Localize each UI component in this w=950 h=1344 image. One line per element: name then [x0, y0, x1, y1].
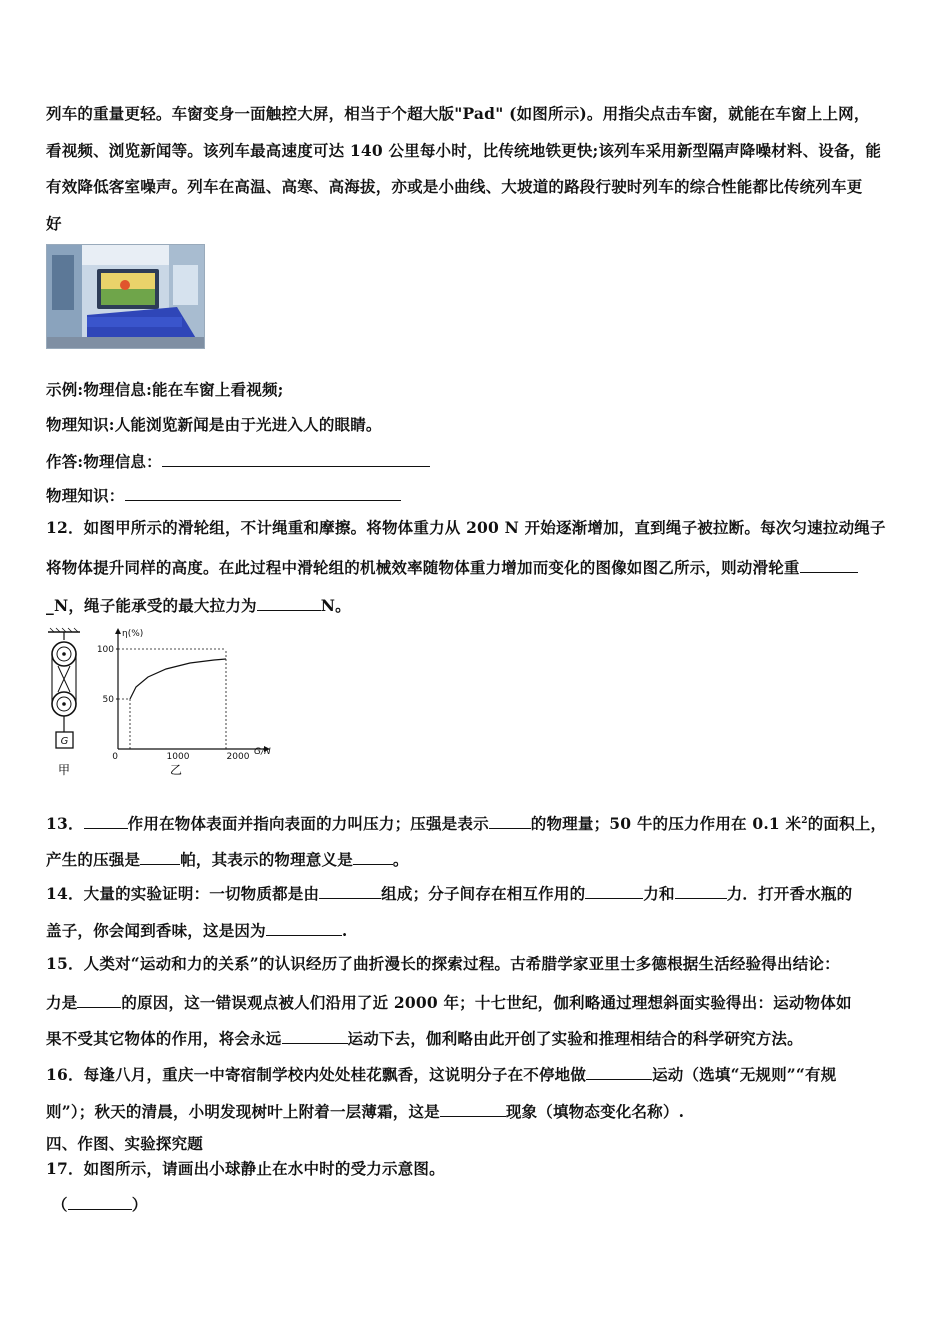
- label-yi: 乙: [169, 763, 183, 777]
- chart-y-arrow: [115, 628, 121, 634]
- q12-figure: [42, 622, 292, 782]
- q12-line-2: [46, 556, 858, 578]
- q13-line-2: [46, 848, 409, 870]
- q13-number: 13．: [46, 814, 84, 834]
- q15-blank-2[interactable]: [282, 1027, 348, 1044]
- q13-line-1: [46, 811, 886, 834]
- q14-blank-1[interactable]: [319, 882, 381, 899]
- q13-blank-1[interactable]: [84, 812, 128, 829]
- q15-text-4: 运动下去，伽利略由此开创了实验和推理相结合的科学研究方法。: [347, 1029, 803, 1048]
- q14-text-4: 力．打开香水瓶的: [726, 884, 853, 903]
- answer-info-blank[interactable]: [162, 450, 430, 467]
- x-tick-label: 1000: [166, 752, 190, 762]
- q16-text-4: 现象（填物态变化名称）.: [505, 1102, 685, 1121]
- block-label: G: [60, 736, 69, 747]
- x-tick-label: 0: [112, 752, 118, 762]
- q16-text-3: 则”）；秋天的清晨，小明发现树叶上附着一层薄霜，这是: [46, 1102, 440, 1121]
- q13-blank-4[interactable]: [353, 848, 393, 865]
- y-tick-label: 50: [102, 695, 114, 705]
- q17-blank[interactable]: [68, 1193, 132, 1210]
- q15-line-1: 15．人类对“运动和力的关系”的认识经历了曲折漫长的探索过程。古希腊学家亚里士多德根据生活经验得出结论：: [46, 954, 840, 973]
- q16-blank-2[interactable]: [440, 1100, 506, 1117]
- q13-text-5: 帕，其表示的物理意义是: [180, 850, 353, 869]
- q17-line-2: [52, 1193, 147, 1215]
- example-info: 示例:物理信息:能在车窗上看视频;: [46, 380, 284, 399]
- intro-line-1: 列车的重量更轻。车窗变身一面触控大屏，相当于个超大版"Pad" (如图所示)。用指尖点击车窗，就能在车窗上上网，: [46, 104, 870, 123]
- q14-text-2: 组成；分子间存在相互作用的: [381, 884, 586, 903]
- chart-x-label: G/N: [254, 747, 271, 757]
- q16-text-2: 运动（选填“无规则”“有规: [652, 1065, 837, 1084]
- answer-knowledge-label: 物理知识：: [46, 486, 125, 505]
- x-tick-label: 2000: [226, 752, 250, 762]
- q14-blank-3[interactable]: [675, 882, 727, 899]
- q12-blank-2[interactable]: [257, 594, 321, 611]
- q14-text-3: 力和: [643, 884, 675, 903]
- intro-line-2: 看视频、浏览新闻等。该列车最高速度可达 140 公里每小时，比传统地铁更快;该列车采用新型隔声降噪材料、设备，能: [46, 141, 882, 160]
- q12-line-1: 12．如图甲所示的滑轮组，不计绳重和摩擦。将物体重力从 200 N 开始逐渐增加，直到绳子被拉断。每次匀速拉动绳子: [46, 518, 886, 537]
- q16-line-2: [46, 1100, 684, 1122]
- q17-line-1: 17．如图所示，请画出小球静止在水中时的受力示意图。: [46, 1159, 445, 1178]
- q14-text-5: 盖子，你会闻到香味，这是因为: [46, 921, 266, 940]
- q14-blank-4[interactable]: [266, 919, 342, 936]
- chart-y-label: η(%): [122, 629, 144, 639]
- intro-line-3: 有效降低客室噪声。列车在高温、高寒、高海拔，亦或是小曲线、大坡道的路段行驶时列车的综合性能都比传统列车更: [46, 177, 863, 196]
- answer-knowledge-blank[interactable]: [125, 484, 401, 501]
- q16-blank-1[interactable]: [586, 1063, 652, 1080]
- q14-blank-2[interactable]: [585, 882, 643, 899]
- q14-text-1: 14．大量的实验证明：一切物质都是由: [46, 884, 320, 903]
- q17-paren-close: ）: [131, 1195, 148, 1214]
- q13-text-6: 。: [392, 850, 409, 869]
- q13-blank-2[interactable]: [489, 812, 531, 829]
- q13-text-2: 的物理量；50 牛的压力作用在 0.1 米: [530, 814, 802, 834]
- q12-blank-1[interactable]: [800, 556, 858, 573]
- pulley-system-diagram: [48, 628, 80, 777]
- q16-text-1: 16．每逢八月，重庆一中寄宿制学校内处处桂花飘香，这说明分子在不停地做: [46, 1065, 587, 1084]
- q15-line-2: [46, 991, 852, 1013]
- q12-line-3: [46, 594, 351, 616]
- q14-line-1: [46, 882, 852, 904]
- q14-line-2: [46, 919, 347, 941]
- q15-text-3: 果不受其它物体的作用，将会永远: [46, 1029, 282, 1048]
- q12-figure-svg: [42, 622, 292, 782]
- q13-text-4: 产生的压强是: [46, 850, 141, 869]
- intro-line-4: 好: [46, 214, 62, 233]
- q13-superscript: 2: [801, 816, 808, 826]
- q13-text-1: 作用在物体表面并指向表面的力叫压力；压强是表示: [127, 814, 489, 834]
- answer-info-label: 作答:物理信息：: [46, 452, 162, 471]
- q12-line-3b: N。: [320, 596, 351, 615]
- y-tick-label: 100: [96, 645, 114, 655]
- label-jia: 甲: [57, 763, 71, 777]
- q16-line-1: [46, 1063, 836, 1085]
- answer-info-line: [46, 450, 430, 472]
- q15-line-3: [46, 1027, 803, 1049]
- q15-blank-1[interactable]: [77, 991, 121, 1008]
- q15-text-2: 的原因，这一错误观点被人们沿用了近 2000 年；十七世纪，伽利略通过理想斜面实验得出：运动物体如: [121, 993, 852, 1012]
- q14-text-6: .: [341, 921, 348, 940]
- q13-text-3: 的面积上，: [807, 814, 887, 834]
- efficiency-curve: [130, 659, 226, 699]
- efficiency-chart: [97, 628, 271, 777]
- q12-line-2-text: 将物体提升同样的高度。在此过程中滑轮组的机械效率随物体重力增加而变化的图像如图乙所示，则动滑轮重: [46, 558, 800, 577]
- train-interior-photo: [46, 244, 205, 349]
- answer-knowledge-line: [46, 484, 401, 506]
- q15-text-1: 力是: [46, 993, 78, 1012]
- q17-paren-open: （: [52, 1195, 68, 1214]
- section-4-heading: 四、作图、实验探究题: [46, 1134, 204, 1153]
- q13-blank-3[interactable]: [140, 848, 180, 865]
- example-knowledge: 物理知识:人能浏览新闻是由于光进入人的眼睛。: [46, 415, 382, 434]
- q12-line-3a: _N，绳子能承受的最大拉力为: [46, 596, 257, 615]
